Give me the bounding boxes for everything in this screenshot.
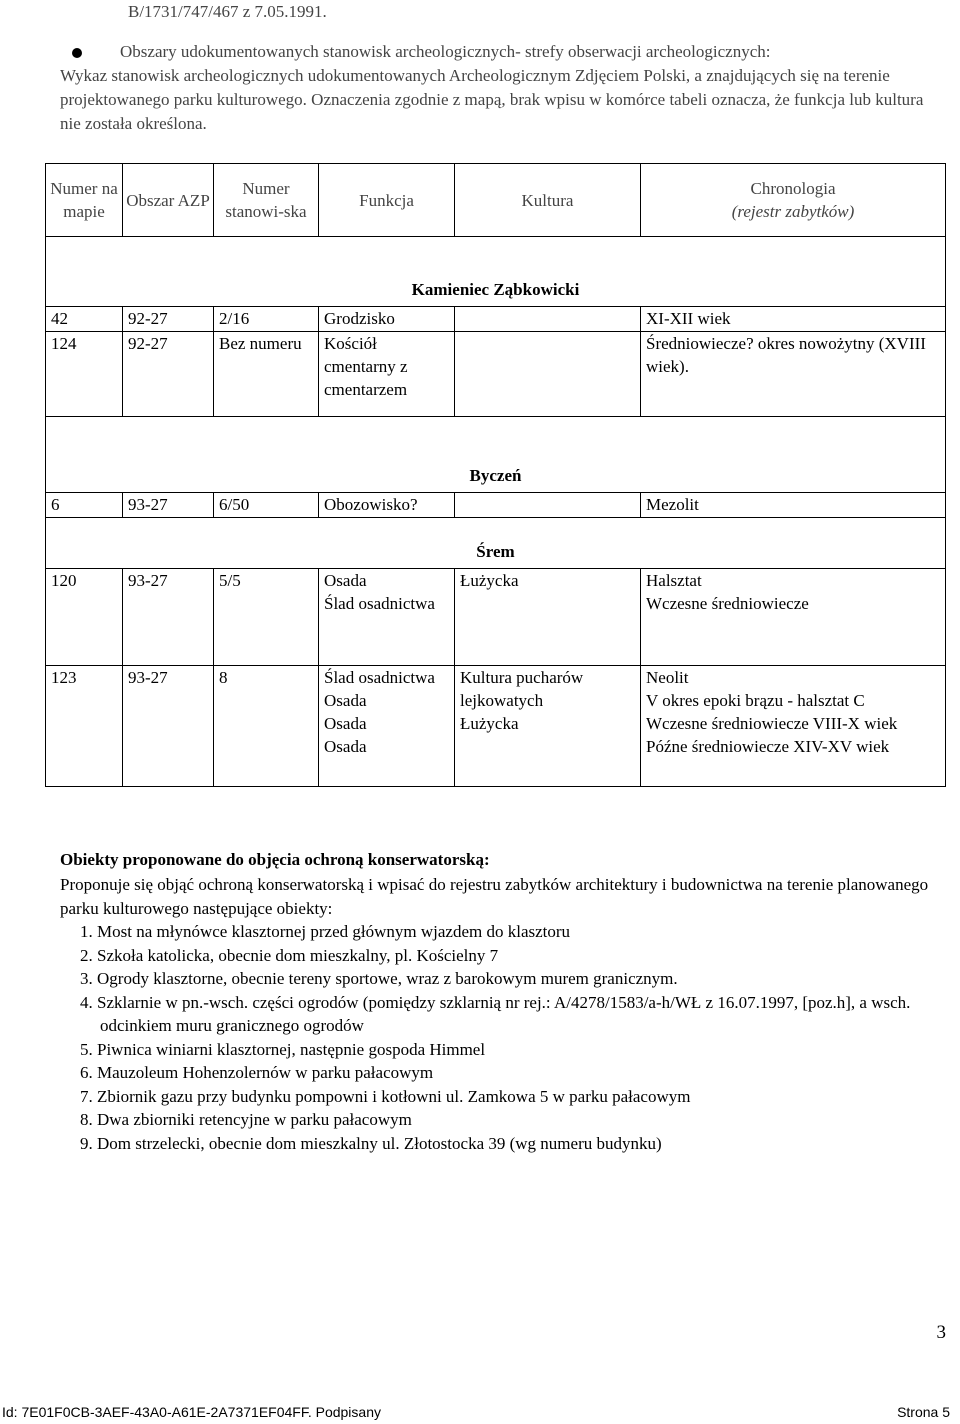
table-row xyxy=(46,666,946,787)
page-number: 3 xyxy=(936,1322,946,1343)
intro-line3: Oznaczenia zgodnie z mapą, brak wpisu w komórce tabeli oznacza, że funkcja lub kultura nie została określona. xyxy=(60,90,924,133)
cell-azp: 93-27 xyxy=(123,569,214,666)
cell-funkcja: Obozowisko? xyxy=(319,493,455,518)
cell-chronologia: XI-XII wiek xyxy=(641,307,946,332)
town-row xyxy=(46,417,946,493)
header-numer-stanowiska: Numer stanowi-ska xyxy=(214,164,319,237)
cell-num: 120 xyxy=(46,569,123,666)
list-item: 5. Piwnica winiarni klasztornej, następnie gospoda Himmel xyxy=(80,1039,486,1059)
header-chronologia xyxy=(641,164,946,237)
header-chronologia-sub: (rejestr zabytków) xyxy=(731,202,855,221)
list-item: 1. Most na młynówce klasztornej przed głównym wjazdem do klasztoru xyxy=(80,922,571,941)
cell-kultura: Łużycka xyxy=(455,569,641,666)
cell-funkcja: Ślad osadnictwa Osada Osada Osada xyxy=(319,666,455,787)
cell-funkcja: Kościół cmentarny z cmentarzem xyxy=(319,332,455,417)
header-kultura: Kultura xyxy=(455,164,641,237)
document-reference: B/1731/747/467 z 7.05.1991. xyxy=(128,2,327,21)
cell-azp: 92-27 xyxy=(123,307,214,332)
cell-funkcja: Osada Ślad osadnictwa xyxy=(319,569,455,666)
cell-chronologia: Neolit V okres epoki brązu - halsztat C Wczesne średniowiecze VIII-X wiek Późne średniowiecze XIV-XV wiek xyxy=(641,666,946,787)
town-name: Śrem xyxy=(46,518,946,569)
list-item: 2. Szkoła katolicka, obecnie dom mieszkalny, pl. Kościelny 7 xyxy=(80,945,499,965)
cell-kultura xyxy=(455,307,641,332)
cell-stanowisko: 2/16 xyxy=(214,307,319,332)
table-header-row xyxy=(46,164,946,237)
town-row xyxy=(46,518,946,569)
cell-funkcja: Grodzisko xyxy=(319,307,455,332)
cell-stanowisko: 6/50 xyxy=(214,493,319,518)
cell-num: 42 xyxy=(46,307,123,332)
cell-kultura xyxy=(455,332,641,417)
cell-kultura xyxy=(455,493,641,518)
cell-azp: 92-27 xyxy=(123,332,214,417)
cell-stanowisko: Bez numeru xyxy=(214,332,319,417)
list-item: 8. Dwa zbiorniki retencyjne w parku pałacowym xyxy=(80,1110,412,1129)
town-name: Kamieniec Ząbkowicki xyxy=(46,237,946,307)
header-numer-na-mapie: Numer na mapie xyxy=(46,164,123,237)
town-name: Byczeń xyxy=(46,417,946,493)
header-chronologia-label: Chronologia xyxy=(750,179,836,198)
table-row xyxy=(46,569,946,666)
table-row xyxy=(46,307,946,332)
cell-chronologia: Średniowiecze? okres nowożytny (XVIII wiek). xyxy=(641,332,946,417)
objects-title: Obiekty proponowane do objęcia ochroną konserwatorską: xyxy=(60,850,490,869)
intro-first-line xyxy=(60,40,930,64)
cell-num: 124 xyxy=(46,332,123,417)
list-item: 3. Ogrody klasztorne, obecnie tereny sportowe, wraz z barokowym murem granicznym. xyxy=(80,969,678,988)
header-obszar-azp: Obszar AZP xyxy=(123,164,214,237)
list-item: 7. Zbiornik gazu przy budynku pompowni i kotłowni ul. Zamkowa 5 w parku pałacowym xyxy=(80,1086,691,1106)
objects-intro: Proponuje się objąć ochroną konserwatorską i wpisać do rejestru zabytków architektury i budownictwa na terenie planowanego parku kulturowego następujące obiekty: xyxy=(60,875,929,918)
cell-num: 123 xyxy=(46,666,123,787)
footer-page: Strona 5 xyxy=(897,1404,950,1420)
footer-id: Id: 7E01F0CB-3AEF-43A0-A61E-2A7371EF04FF. Podpisany xyxy=(2,1404,381,1420)
cell-chronologia: Mezolit xyxy=(641,493,946,518)
header-funkcja: Funkcja xyxy=(319,164,455,237)
objects-list xyxy=(80,920,960,1155)
list-item: 4. Szklarnie w pn.-wsch. części ogrodów (pomiędzy szklarnią nr rej.: A/4278/1583/a-h/WŁ z 16.07.1997, [poz.h], a wsch. odcinkiem muru granicznego ogrodów xyxy=(80,992,911,1035)
table-row xyxy=(46,493,946,518)
intro-line2: Wykaz stanowisk archeologicznych udokumentowanych Archeologicznym Zdjęciem Polski, a znajdujących się na terenie projektowanego parku kulturowego. xyxy=(60,66,890,109)
cell-azp: 93-27 xyxy=(123,666,214,787)
cell-azp: 93-27 xyxy=(123,493,214,518)
cell-chronologia: Halsztat Wczesne średniowiecze xyxy=(641,569,946,666)
intro-paragraph xyxy=(60,40,930,136)
archaeological-sites-table xyxy=(45,163,946,787)
intro-bold-text: Obszary udokumentowanych stanowisk archeologicznych- strefy obserwacji archeologicznych: xyxy=(120,42,771,61)
cell-stanowisko: 8 xyxy=(214,666,319,787)
list-item: 9. Dom strzelecki, obecnie dom mieszkalny ul. Złotostocka 39 (wg numeru budynku) xyxy=(80,1133,662,1153)
bullet-icon xyxy=(72,48,82,58)
list-item: 6. Mauzoleum Hohenzolernów w parku pałacowym xyxy=(80,1063,434,1082)
table-row xyxy=(46,332,946,417)
cell-num: 6 xyxy=(46,493,123,518)
cell-stanowisko: 5/5 xyxy=(214,569,319,666)
town-row xyxy=(46,237,946,307)
cell-kultura: Kultura pucharów lejkowatych Łużycka xyxy=(455,666,641,787)
